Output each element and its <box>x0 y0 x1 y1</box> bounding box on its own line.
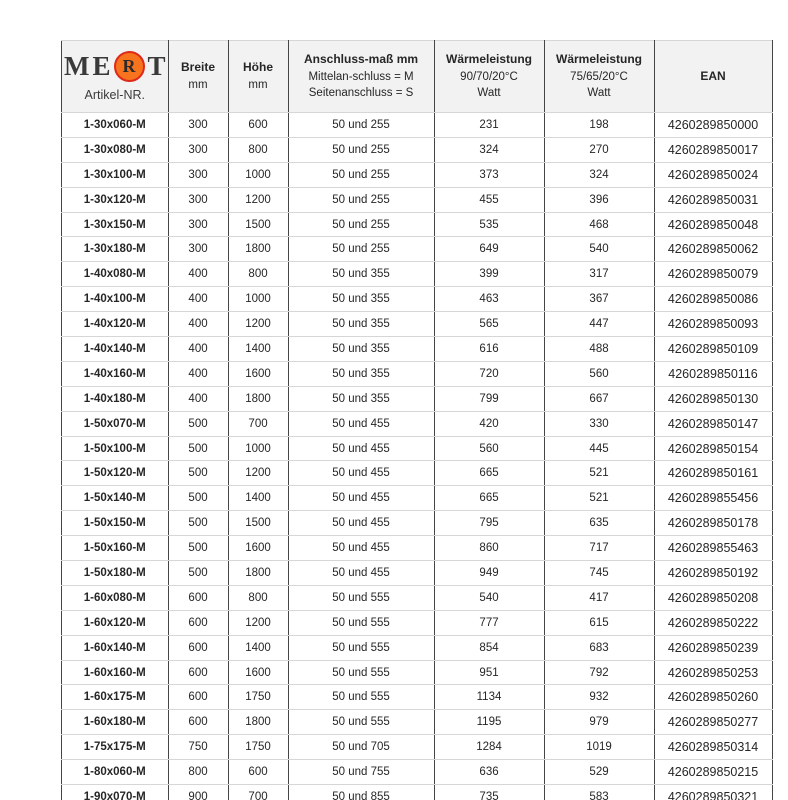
cell-anschluss: 50 und 705 <box>288 735 434 760</box>
logo-letter-t: T <box>147 50 166 81</box>
cell-anschluss: 50 und 355 <box>288 312 434 337</box>
cell-breite: 750 <box>168 735 228 760</box>
cell-watt9070: 665 <box>434 486 544 511</box>
cell-watt7565: 488 <box>544 337 654 362</box>
cell-hoehe: 1000 <box>228 436 288 461</box>
cell-watt7565: 521 <box>544 486 654 511</box>
mert-logo <box>64 51 166 82</box>
cell-watt7565: 615 <box>544 610 654 635</box>
header-hoehe-title: Höhe <box>243 60 274 75</box>
cell-artikel: 1-40x080-M <box>62 262 169 287</box>
cell-anschluss: 50 und 555 <box>288 710 434 735</box>
header-watt75-title: Wärmeleistung <box>556 52 643 67</box>
cell-watt7565: 1019 <box>544 735 654 760</box>
cell-ean: 4260289850079 <box>654 262 772 287</box>
cell-breite: 500 <box>168 511 228 536</box>
cell-artikel: 1-30x150-M <box>62 212 169 237</box>
logo-letter-e: E <box>92 50 111 81</box>
cell-anschluss: 50 und 255 <box>288 113 434 138</box>
cell-watt9070: 665 <box>434 461 544 486</box>
cell-watt9070: 951 <box>434 660 544 685</box>
cell-watt9070: 399 <box>434 262 544 287</box>
table-row <box>62 635 773 660</box>
cell-hoehe: 600 <box>228 113 288 138</box>
cell-anschluss: 50 und 555 <box>288 660 434 685</box>
cell-watt7565: 529 <box>544 760 654 785</box>
table-row <box>62 536 773 561</box>
cell-ean: 4260289850178 <box>654 511 772 536</box>
cell-ean: 4260289850093 <box>654 312 772 337</box>
cell-artikel: 1-40x180-M <box>62 386 169 411</box>
cell-watt7565: 932 <box>544 685 654 710</box>
cell-breite: 300 <box>168 237 228 262</box>
cell-ean: 4260289850031 <box>654 187 772 212</box>
table-body <box>62 113 773 800</box>
cell-watt7565: 468 <box>544 212 654 237</box>
table-row <box>62 411 773 436</box>
cell-hoehe: 1200 <box>228 461 288 486</box>
header-anschluss-sub2: Seitenanschluss = S <box>308 87 414 100</box>
cell-breite: 600 <box>168 635 228 660</box>
header-watt90-temp: 90/70/20°C <box>460 70 518 83</box>
header-anschluss-sub1: Mittelan-schluss = M <box>308 70 414 83</box>
artikel-nr-label: Artikel-NR. <box>84 87 145 102</box>
table-row <box>62 486 773 511</box>
cell-hoehe: 1600 <box>228 536 288 561</box>
cell-watt7565: 635 <box>544 511 654 536</box>
cell-breite: 400 <box>168 361 228 386</box>
header-watt75-unit: Watt <box>587 87 611 100</box>
cell-watt9070: 565 <box>434 312 544 337</box>
cell-watt7565: 417 <box>544 585 654 610</box>
cell-watt7565: 521 <box>544 461 654 486</box>
cell-watt9070: 324 <box>434 137 544 162</box>
cell-watt7565: 396 <box>544 187 654 212</box>
header-anschluss-title: Anschluss-maß mm <box>304 52 419 67</box>
cell-watt9070: 949 <box>434 561 544 586</box>
cell-breite: 500 <box>168 436 228 461</box>
cell-anschluss: 50 und 555 <box>288 635 434 660</box>
cell-artikel: 1-30x060-M <box>62 113 169 138</box>
cell-watt7565: 540 <box>544 237 654 262</box>
header-waermeleistung-75 <box>544 41 654 113</box>
cell-hoehe: 1750 <box>228 735 288 760</box>
logo-circle-r-icon <box>114 51 145 82</box>
cell-anschluss: 50 und 355 <box>288 361 434 386</box>
cell-breite: 500 <box>168 411 228 436</box>
cell-watt7565: 270 <box>544 137 654 162</box>
cell-anschluss: 50 und 255 <box>288 187 434 212</box>
header-artikel-nr <box>62 41 169 113</box>
cell-hoehe: 1800 <box>228 561 288 586</box>
table-row <box>62 685 773 710</box>
table-row <box>62 361 773 386</box>
cell-breite: 500 <box>168 536 228 561</box>
cell-ean: 4260289850208 <box>654 585 772 610</box>
cell-ean: 4260289850086 <box>654 287 772 312</box>
cell-anschluss: 50 und 355 <box>288 287 434 312</box>
cell-watt9070: 636 <box>434 760 544 785</box>
cell-anschluss: 50 und 455 <box>288 486 434 511</box>
product-spec-table <box>61 40 773 800</box>
cell-ean: 4260289850321 <box>654 785 772 800</box>
cell-watt7565: 717 <box>544 536 654 561</box>
cell-artikel: 1-30x080-M <box>62 137 169 162</box>
cell-anschluss: 50 und 255 <box>288 137 434 162</box>
cell-artikel: 1-40x100-M <box>62 287 169 312</box>
cell-watt9070: 535 <box>434 212 544 237</box>
cell-watt9070: 560 <box>434 436 544 461</box>
cell-artikel: 1-40x160-M <box>62 361 169 386</box>
cell-watt7565: 979 <box>544 710 654 735</box>
cell-anschluss: 50 und 455 <box>288 436 434 461</box>
logo-letter-r: R <box>122 56 136 77</box>
cell-anschluss: 50 und 455 <box>288 536 434 561</box>
cell-artikel: 1-90x070-M <box>62 785 169 800</box>
table-row <box>62 162 773 187</box>
cell-watt7565: 667 <box>544 386 654 411</box>
cell-anschluss: 50 und 255 <box>288 162 434 187</box>
table-row <box>62 337 773 362</box>
cell-anschluss: 50 und 555 <box>288 585 434 610</box>
cell-hoehe: 800 <box>228 137 288 162</box>
header-breite-title: Breite <box>181 60 216 75</box>
cell-hoehe: 800 <box>228 585 288 610</box>
cell-watt7565: 445 <box>544 436 654 461</box>
table-row <box>62 585 773 610</box>
cell-artikel: 1-50x150-M <box>62 511 169 536</box>
header-ean-title: EAN <box>700 68 726 83</box>
cell-breite: 300 <box>168 162 228 187</box>
cell-ean: 4260289850062 <box>654 237 772 262</box>
table-row <box>62 610 773 635</box>
table-row <box>62 710 773 735</box>
cell-ean: 4260289850024 <box>654 162 772 187</box>
cell-artikel: 1-50x140-M <box>62 486 169 511</box>
cell-watt7565: 745 <box>544 561 654 586</box>
cell-breite: 900 <box>168 785 228 800</box>
cell-hoehe: 1000 <box>228 162 288 187</box>
cell-breite: 400 <box>168 287 228 312</box>
cell-breite: 400 <box>168 386 228 411</box>
header-ean <box>654 41 772 113</box>
cell-ean: 4260289850215 <box>654 760 772 785</box>
cell-watt7565: 367 <box>544 287 654 312</box>
cell-anschluss: 50 und 455 <box>288 411 434 436</box>
table-row <box>62 461 773 486</box>
cell-hoehe: 700 <box>228 411 288 436</box>
cell-breite: 500 <box>168 561 228 586</box>
cell-breite: 300 <box>168 212 228 237</box>
cell-artikel: 1-80x060-M <box>62 760 169 785</box>
header-hoehe-unit: mm <box>248 78 268 91</box>
cell-anschluss: 50 und 355 <box>288 262 434 287</box>
cell-artikel: 1-60x160-M <box>62 660 169 685</box>
cell-watt9070: 860 <box>434 536 544 561</box>
header-hoehe <box>228 41 288 113</box>
table-row <box>62 735 773 760</box>
cell-watt9070: 463 <box>434 287 544 312</box>
cell-watt7565: 330 <box>544 411 654 436</box>
cell-hoehe: 1600 <box>228 660 288 685</box>
cell-ean: 4260289855463 <box>654 536 772 561</box>
cell-ean: 4260289850048 <box>654 212 772 237</box>
cell-ean: 4260289850239 <box>654 635 772 660</box>
cell-hoehe: 1200 <box>228 187 288 212</box>
cell-breite: 500 <box>168 486 228 511</box>
cell-ean: 4260289850277 <box>654 710 772 735</box>
cell-watt7565: 447 <box>544 312 654 337</box>
cell-watt9070: 854 <box>434 635 544 660</box>
cell-artikel: 1-40x140-M <box>62 337 169 362</box>
cell-artikel: 1-60x120-M <box>62 610 169 635</box>
cell-breite: 400 <box>168 262 228 287</box>
cell-ean: 4260289850253 <box>654 660 772 685</box>
cell-anschluss: 50 und 455 <box>288 461 434 486</box>
cell-hoehe: 1200 <box>228 610 288 635</box>
table-row <box>62 113 773 138</box>
cell-ean: 4260289850130 <box>654 386 772 411</box>
header-watt90-title: Wärmeleistung <box>446 52 533 67</box>
cell-hoehe: 1500 <box>228 212 288 237</box>
cell-anschluss: 50 und 355 <box>288 386 434 411</box>
cell-ean: 4260289850260 <box>654 685 772 710</box>
cell-artikel: 1-60x175-M <box>62 685 169 710</box>
cell-hoehe: 1750 <box>228 685 288 710</box>
table-row <box>62 386 773 411</box>
table-row <box>62 262 773 287</box>
cell-hoehe: 1600 <box>228 361 288 386</box>
cell-watt9070: 420 <box>434 411 544 436</box>
table-row <box>62 312 773 337</box>
cell-ean: 4260289850116 <box>654 361 772 386</box>
cell-ean: 4260289850109 <box>654 337 772 362</box>
cell-watt9070: 231 <box>434 113 544 138</box>
cell-watt9070: 720 <box>434 361 544 386</box>
cell-watt7565: 560 <box>544 361 654 386</box>
cell-artikel: 1-50x160-M <box>62 536 169 561</box>
cell-ean: 4260289850161 <box>654 461 772 486</box>
cell-anschluss: 50 und 455 <box>288 561 434 586</box>
table-header <box>62 41 773 113</box>
cell-artikel: 1-30x180-M <box>62 237 169 262</box>
table-row <box>62 237 773 262</box>
cell-watt9070: 1195 <box>434 710 544 735</box>
cell-watt9070: 735 <box>434 785 544 800</box>
table-row <box>62 660 773 685</box>
header-row <box>62 41 773 113</box>
cell-watt9070: 799 <box>434 386 544 411</box>
cell-breite: 300 <box>168 187 228 212</box>
cell-watt9070: 649 <box>434 237 544 262</box>
header-breite <box>168 41 228 113</box>
cell-watt7565: 324 <box>544 162 654 187</box>
cell-artikel: 1-75x175-M <box>62 735 169 760</box>
cell-hoehe: 1200 <box>228 312 288 337</box>
cell-ean: 4260289855456 <box>654 486 772 511</box>
cell-watt9070: 616 <box>434 337 544 362</box>
cell-ean: 4260289850147 <box>654 411 772 436</box>
table-row <box>62 785 773 800</box>
cell-breite: 400 <box>168 312 228 337</box>
cell-hoehe: 700 <box>228 785 288 800</box>
cell-watt7565: 792 <box>544 660 654 685</box>
cell-watt9070: 1134 <box>434 685 544 710</box>
cell-hoehe: 1800 <box>228 710 288 735</box>
cell-ean: 4260289850314 <box>654 735 772 760</box>
cell-anschluss: 50 und 255 <box>288 212 434 237</box>
table-row <box>62 137 773 162</box>
cell-hoehe: 1800 <box>228 237 288 262</box>
cell-hoehe: 1400 <box>228 635 288 660</box>
table-row <box>62 212 773 237</box>
cell-artikel: 1-40x120-M <box>62 312 169 337</box>
cell-watt9070: 540 <box>434 585 544 610</box>
cell-anschluss: 50 und 355 <box>288 337 434 362</box>
cell-watt7565: 317 <box>544 262 654 287</box>
cell-breite: 600 <box>168 710 228 735</box>
cell-breite: 300 <box>168 113 228 138</box>
cell-anschluss: 50 und 855 <box>288 785 434 800</box>
cell-artikel: 1-30x120-M <box>62 187 169 212</box>
cell-artikel: 1-50x180-M <box>62 561 169 586</box>
cell-hoehe: 800 <box>228 262 288 287</box>
cell-watt7565: 198 <box>544 113 654 138</box>
cell-artikel: 1-50x070-M <box>62 411 169 436</box>
cell-watt9070: 373 <box>434 162 544 187</box>
table-row <box>62 760 773 785</box>
cell-breite: 600 <box>168 685 228 710</box>
cell-breite: 400 <box>168 337 228 362</box>
cell-anschluss: 50 und 755 <box>288 760 434 785</box>
cell-anschluss: 50 und 455 <box>288 511 434 536</box>
cell-ean: 4260289850154 <box>654 436 772 461</box>
header-waermeleistung-90 <box>434 41 544 113</box>
cell-ean: 4260289850017 <box>654 137 772 162</box>
cell-watt7565: 583 <box>544 785 654 800</box>
cell-artikel: 1-60x080-M <box>62 585 169 610</box>
cell-breite: 600 <box>168 610 228 635</box>
cell-anschluss: 50 und 255 <box>288 237 434 262</box>
cell-watt9070: 1284 <box>434 735 544 760</box>
cell-artikel: 1-60x140-M <box>62 635 169 660</box>
cell-breite: 600 <box>168 585 228 610</box>
cell-anschluss: 50 und 555 <box>288 685 434 710</box>
table-row <box>62 287 773 312</box>
cell-artikel: 1-30x100-M <box>62 162 169 187</box>
header-watt90-unit: Watt <box>477 87 501 100</box>
cell-hoehe: 1400 <box>228 337 288 362</box>
cell-ean: 4260289850000 <box>654 113 772 138</box>
table-row <box>62 187 773 212</box>
cell-breite: 800 <box>168 760 228 785</box>
cell-artikel: 1-50x120-M <box>62 461 169 486</box>
cell-breite: 600 <box>168 660 228 685</box>
cell-watt7565: 683 <box>544 635 654 660</box>
cell-artikel: 1-50x100-M <box>62 436 169 461</box>
table-row <box>62 436 773 461</box>
table-row <box>62 561 773 586</box>
cell-hoehe: 1000 <box>228 287 288 312</box>
cell-watt9070: 795 <box>434 511 544 536</box>
cell-hoehe: 1400 <box>228 486 288 511</box>
cell-watt9070: 777 <box>434 610 544 635</box>
cell-breite: 500 <box>168 461 228 486</box>
cell-ean: 4260289850192 <box>654 561 772 586</box>
cell-hoehe: 1800 <box>228 386 288 411</box>
cell-hoehe: 600 <box>228 760 288 785</box>
table-row <box>62 511 773 536</box>
cell-breite: 300 <box>168 137 228 162</box>
cell-hoehe: 1500 <box>228 511 288 536</box>
cell-anschluss: 50 und 555 <box>288 610 434 635</box>
cell-watt9070: 455 <box>434 187 544 212</box>
cell-artikel: 1-60x180-M <box>62 710 169 735</box>
header-watt75-temp: 75/65/20°C <box>570 70 628 83</box>
header-breite-unit: mm <box>188 78 208 91</box>
logo-letter-m: M <box>64 50 90 81</box>
header-anschluss <box>288 41 434 113</box>
cell-ean: 4260289850222 <box>654 610 772 635</box>
